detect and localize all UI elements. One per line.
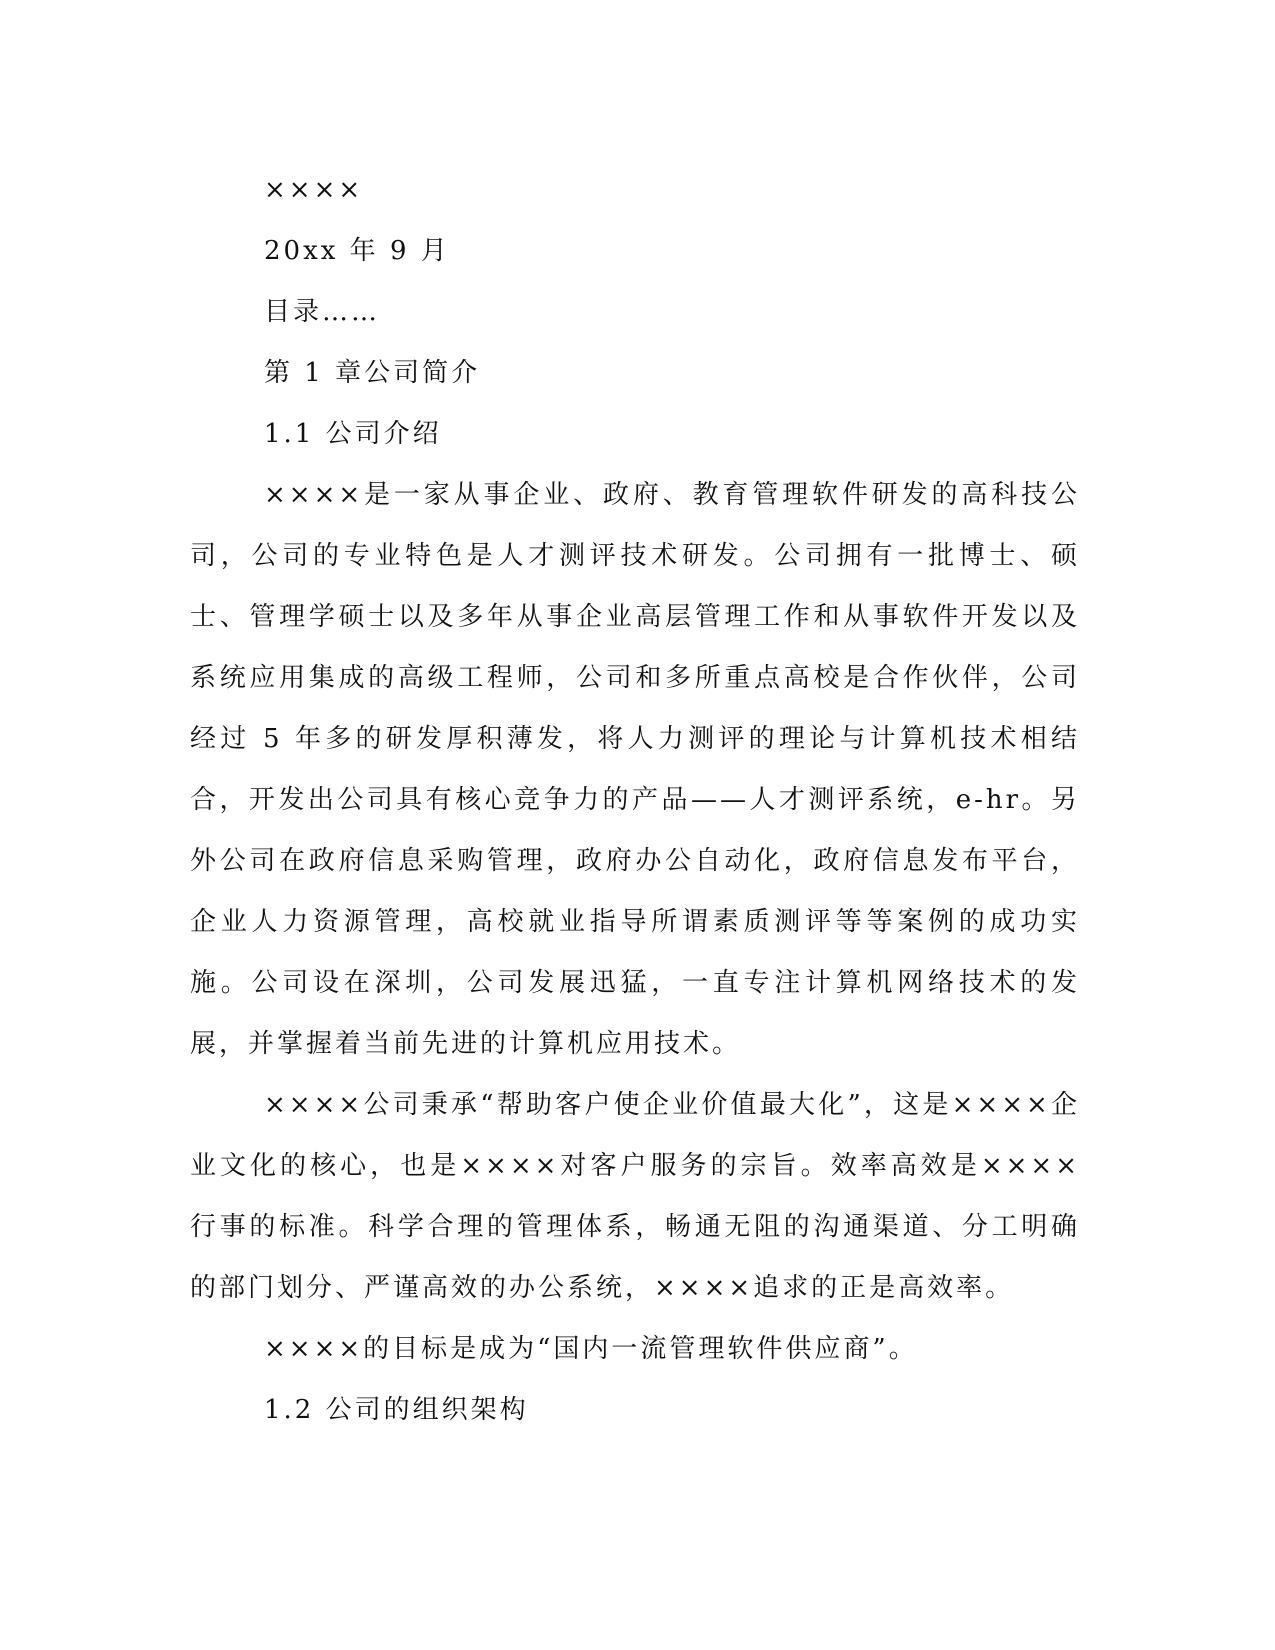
company-goal-paragraph: ××××的目标是成为“国内一流管理软件供应商”。 (264, 1334, 918, 1364)
document-date: 20xx 年 9 月 (264, 236, 450, 266)
company-intro-paragraph: ××××是一家从事企业、政府、教育管理软件研发的高科技公司，公司的专业特色是人才测评技术研发。公司拥有一批博士、硕士、管理学硕士以及多年从事企业高层管理工作和从事软件开发以及系统应用集成的高级工程师，公司和多所重点高校是合作伙伴，公司经过 5 年多的研发厚积薄发，将人力测评的理论与计算机技术相结合，开发出公司具有核心竞争力的产品——人才测评系统，e-hr。另外公司在政府信息采购管理，政府办公自动化，政府信息发布平台，企业人力资源管理，高校就业指导所谓素质测评等等案例的成功实施。公司设在深圳，公司发展迅猛，一直专注计算机网络技术的发展，并掌握着当前先进的计算机应用技术。 (190, 480, 1080, 1059)
section-1-2-title: 1.2 公司的组织架构 (264, 1395, 529, 1425)
table-of-contents: 目录…… (264, 297, 381, 327)
section-1-1-title: 1.1 公司介绍 (264, 419, 442, 449)
company-name-placeholder: ×××× (264, 175, 364, 205)
chapter-1-title: 第 1 章公司简介 (264, 358, 481, 388)
company-culture-paragraph: ××××公司秉承“帮助客户使企业价值最大化”，这是××××企业文化的核心，也是××××对客户服务的宗旨。效率高效是××××行事的标准。科学合理的管理体系，畅通无阻的沟通渠道、分工明确的部门划分、严谨高效的办公系统，××××追求的正是高效率。 (190, 1090, 1080, 1303)
document-body (190, 160, 1080, 1441)
